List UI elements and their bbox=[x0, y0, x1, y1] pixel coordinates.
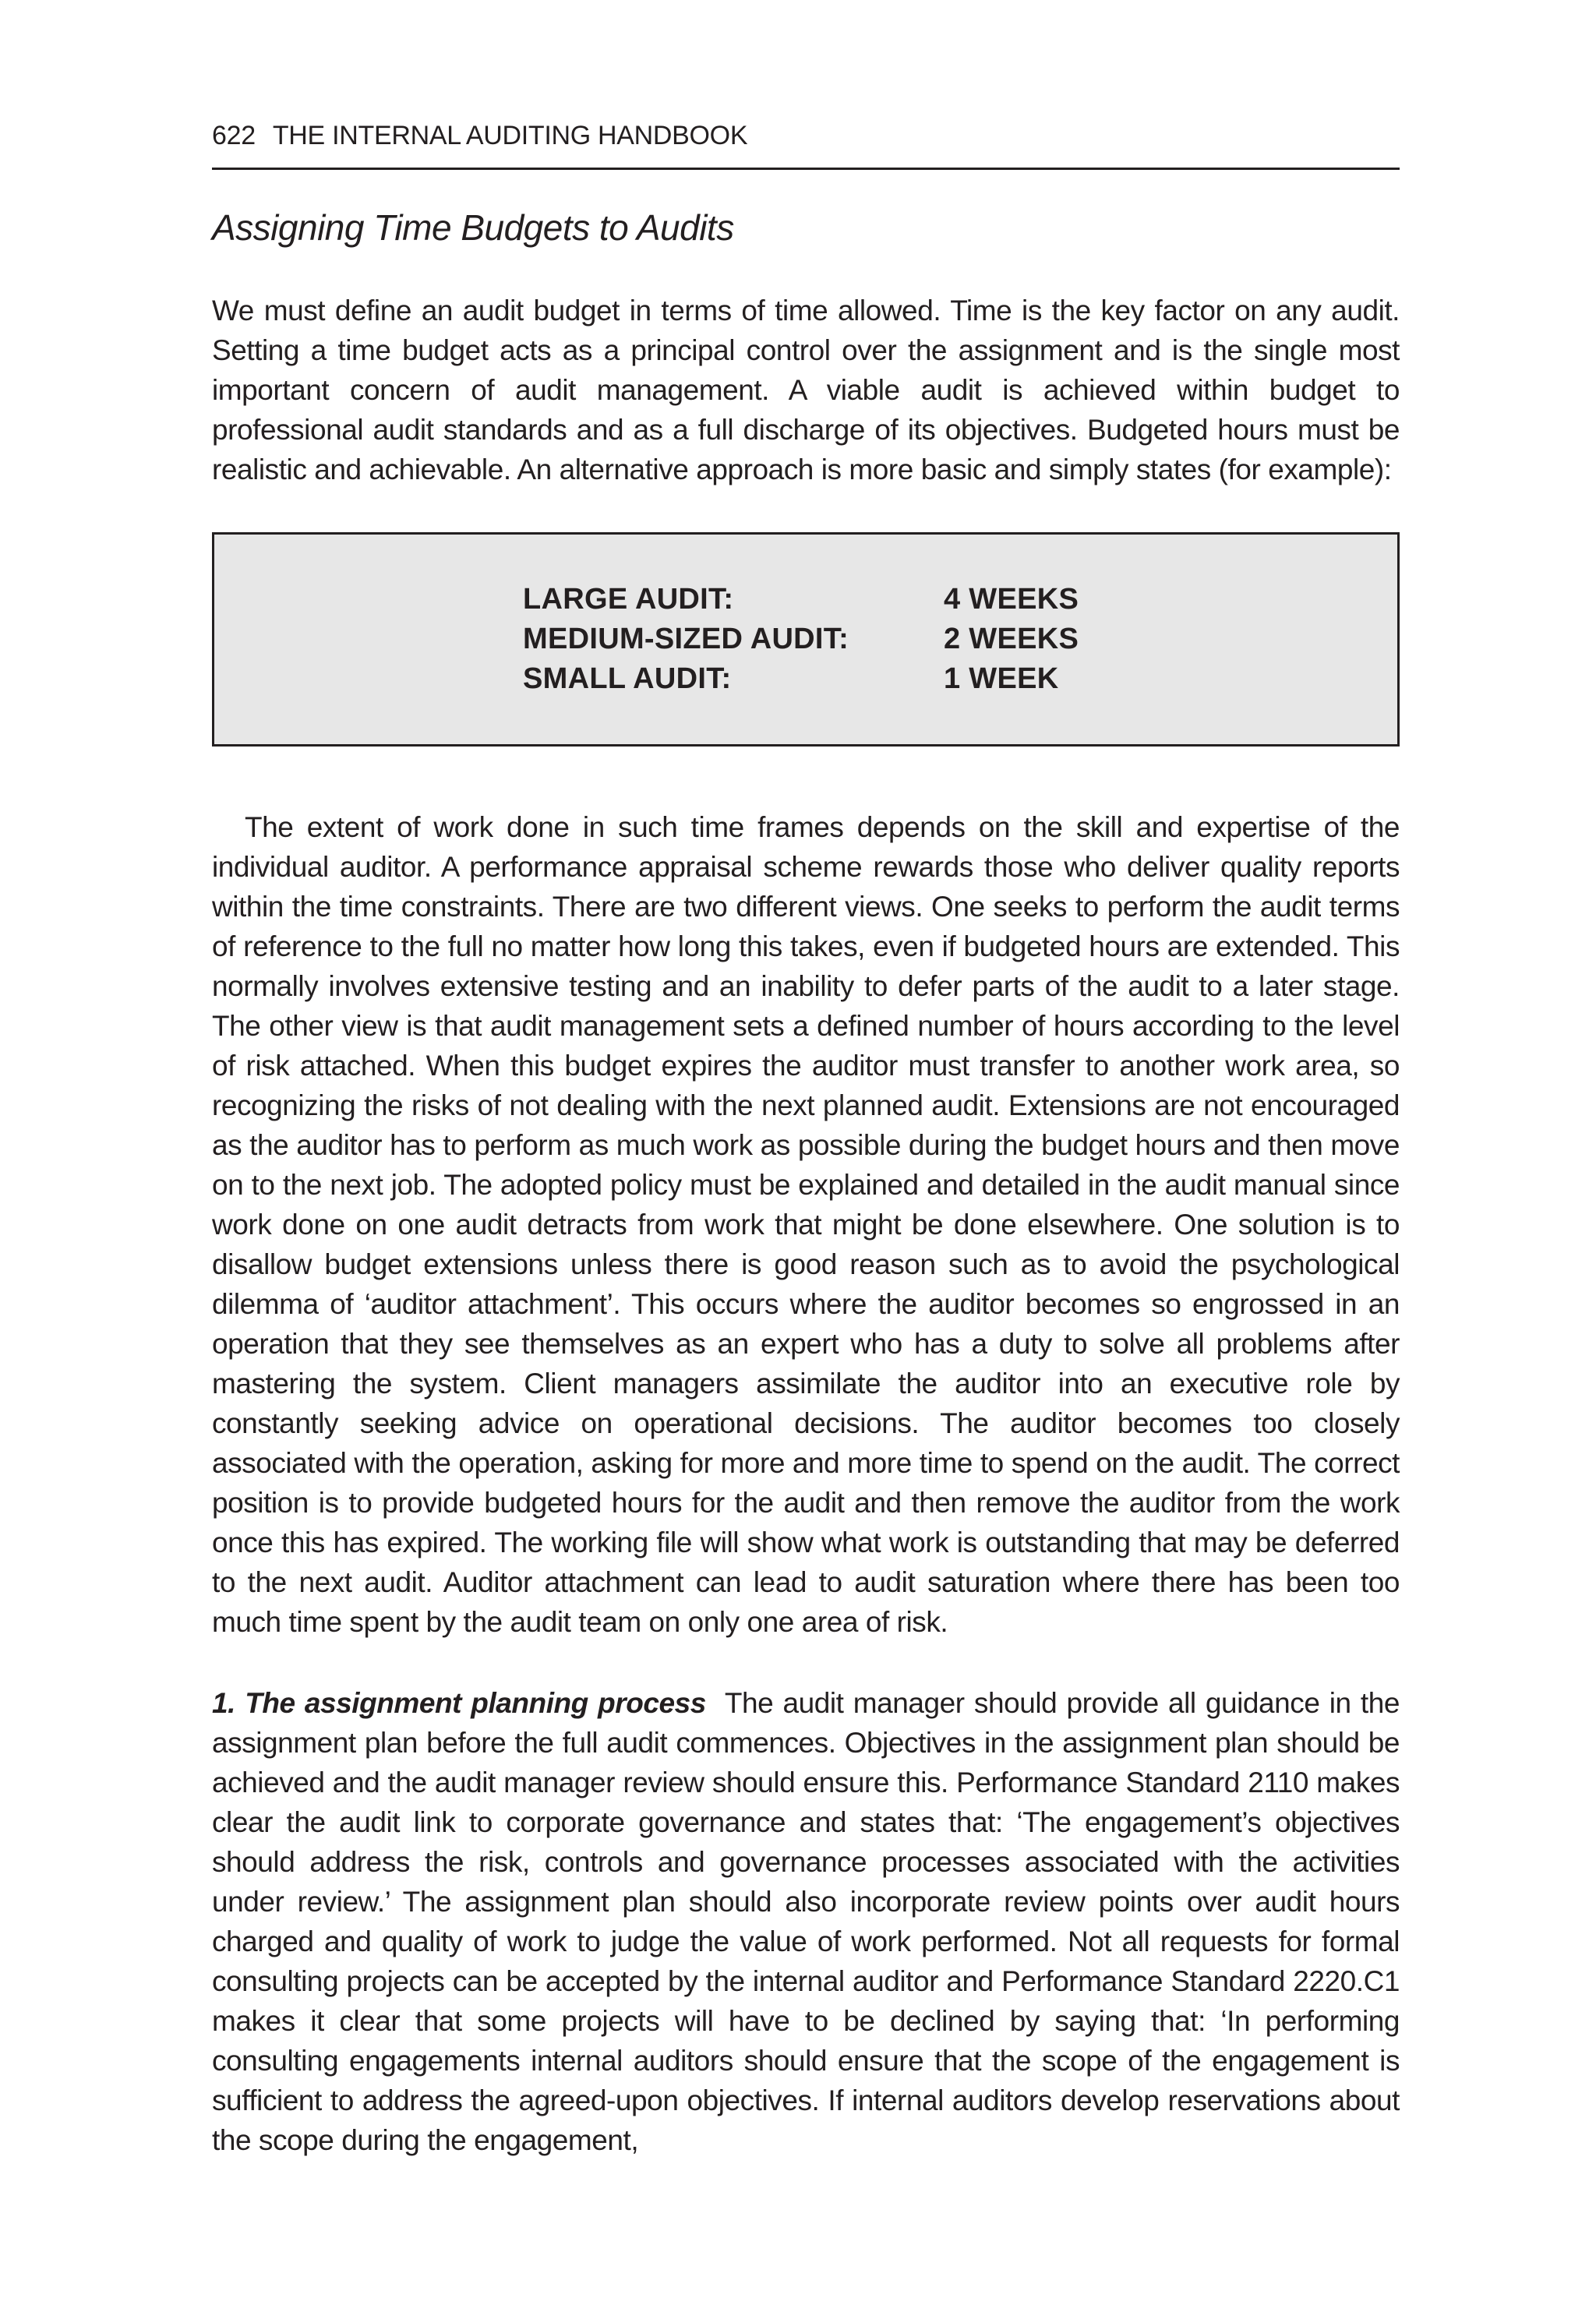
audit-duration: 4 WEEKS bbox=[944, 583, 1079, 616]
intro-paragraph: We must define an audit budget in terms of time allowed. Time is the key factor on any audit. Setting a time budget acts as a principal control over the assignment and is the single most important concern of audit management. A viable audit is achieved within budget to professional audit standards and as a full discharge of its objectives. Budgeted hours must be realistic and achievable. An alternative approach is more basic and simply states (for example): bbox=[212, 295, 1400, 485]
page-number: 622 bbox=[212, 121, 256, 150]
budget-row bbox=[523, 659, 1079, 699]
planning-lead-in: 1. The assignment planning process bbox=[212, 1687, 706, 1719]
budget-row bbox=[523, 580, 1079, 619]
audit-duration: 2 WEEKS bbox=[944, 623, 1079, 655]
planning-body: The audit manager should provide all guidance in the assignment plan before the full audit commences. Objectives in the assignment plan should be achieved and the audit manager review should ensure this. Performance Standard 2110 makes clear the audit link to corporate governance and states that: ‘The engagement’s objectives should address the risk, controls and governance processes associated with the activities under review.’ The assignment plan should also incorporate review points over audit hours charged and quality of work to judge the value of work performed. Not all requests for formal consulting projects can be accepted by the internal auditor and Performance Standard 2220.C1 makes it clear that some projects will have to be declined by saying that: ‘In performing consulting engagements internal auditors should ensure that the scope of the engagement is sufficient to address the agreed-upon objectives. If internal auditors develop reservations about the scope during the engagement, bbox=[212, 1687, 1400, 2156]
book-title: THE INTERNAL AUDITING HANDBOOK bbox=[272, 121, 748, 150]
audit-size-label: MEDIUM-SIZED AUDIT: bbox=[523, 623, 849, 655]
budget-row bbox=[523, 619, 1079, 659]
audit-size-label: SMALL AUDIT: bbox=[523, 662, 732, 695]
audit-duration: 1 WEEK bbox=[944, 662, 1059, 695]
audit-size-label: LARGE AUDIT: bbox=[523, 583, 734, 616]
audit-budget-box bbox=[212, 532, 1400, 747]
extent-paragraph: The extent of work done in such time frames depends on the skill and expertise of the individual auditor. A performance appraisal scheme rewards those who deliver quality reports within the time constraints. There are two different views. One seeks to perform the audit terms of reference to the full no matter how long this takes, even if budgeted hours are extended. This normally involves extensive testing and an inability to defer parts of the audit to a later stage. The other view is that audit management sets a defined number of hours according to the level of risk attached. When this budget expires the auditor must transfer to another work area, so recognizing the risks of not dealing with the next planned audit. Extensions are not encouraged as the auditor has to perform as much work as possible during the budget hours and then move on to the next job. The adopted policy must be explained and detailed in the audit manual since work done on one audit detracts from work that might be done elsewhere. One solution is to disallow budget extensions unless there is good reason such as to avoid the psychological dilemma of ‘auditor attachment’. This occurs where the auditor becomes so engrossed in an operation that they see themselves as an expert who has a duty to solve all problems after mastering the system. Client managers assimilate the auditor into an executive role by constantly seeking advice on operational decisions. The auditor becomes too closely associated with the operation, asking for more and more time to spend on the audit. The correct position is to provide budgeted hours for the audit and then remove the auditor from the work once this has expired. The working file will show what work is outstanding that may be deferred to the next audit. Auditor attachment can lead to audit saturation where there has been too much time spent by the audit team on only one area of risk. bbox=[212, 811, 1400, 1638]
audit-budget-table bbox=[523, 580, 1079, 699]
section-title: Assigning Time Budgets to Audits bbox=[212, 207, 734, 248]
running-header bbox=[212, 120, 1400, 170]
planning-paragraph bbox=[212, 1683, 1400, 2160]
